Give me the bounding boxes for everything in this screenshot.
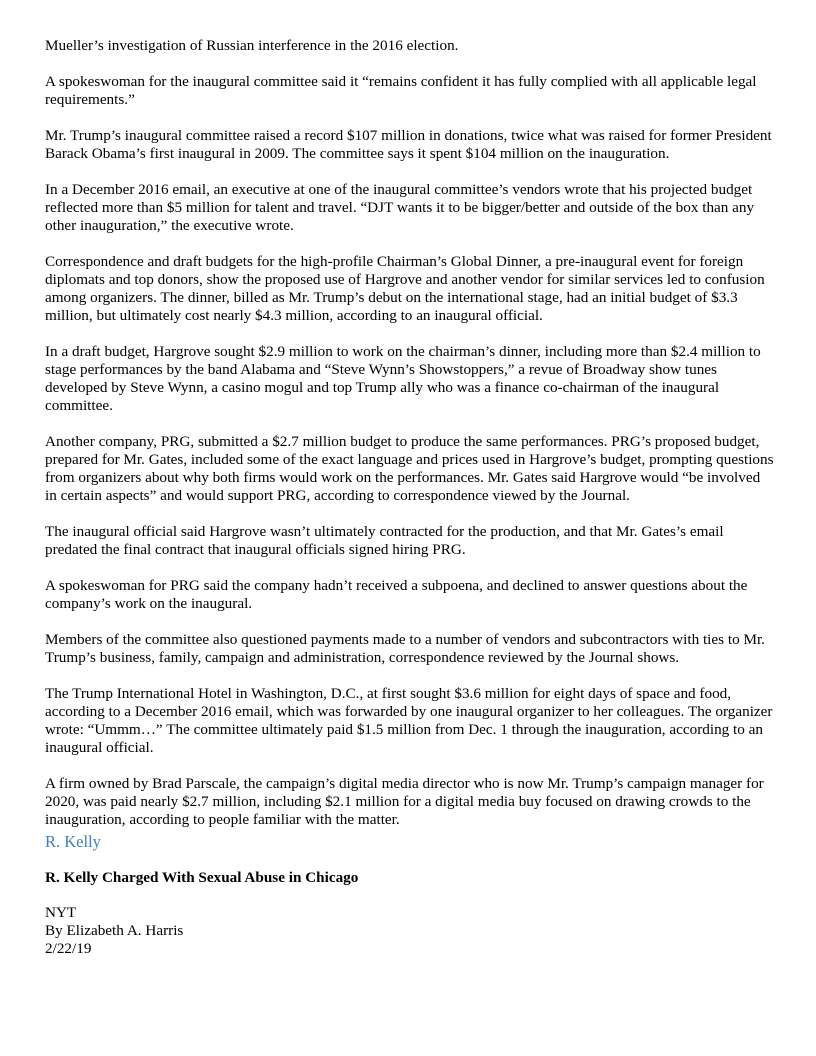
article-meta xyxy=(45,904,775,958)
article-date: 2/22/19 xyxy=(45,940,92,957)
article-paragraph-7: Another company, PRG, submitted a $2.7 million budget to produce the same performances. PRG’s proposed budget, prepared for Mr. Gates, included some of the exact language and prices used in Hargrove’s budget, prompting questions from organizers about why both firms would work on the performances. Mr. Gates said Hargrove would “be involved in certain aspects” and would support PRG, according to correspondence viewed by the Journal. xyxy=(45,433,774,504)
article-byline: By Elizabeth A. Harris xyxy=(45,922,184,939)
article-source: NYT xyxy=(45,904,77,921)
document-page xyxy=(45,37,775,958)
article-paragraph-11: The Trump International Hotel in Washington, D.C., at first sought $3.6 million for eight days of space and food, according to a December 2016 email, which was forwarded by one inaugural organizer to her colleagues. The organizer wrote: “Ummm…” The committee ultimately paid $1.5 million from Dec. 1 through the inauguration, according to an inaugural official. xyxy=(45,685,773,756)
article-paragraph-8: The inaugural official said Hargrove wasn’t ultimately contracted for the production, and that Mr. Gates’s email predated the final contract that inaugural officials signed hiring PRG. xyxy=(45,523,724,558)
article-paragraph-5: Correspondence and draft budgets for the high-profile Chairman’s Global Dinner, a pre-inaugural event for foreign diplomats and top donors, show the proposed use of Hargrove and another vendor for similar services led to confusion among organizers. The dinner, billed as Mr. Trump’s debut on the international stage, had an initial budget of $3.3 million, but ultimately cost nearly $4.3 million, according to an inaugural official. xyxy=(45,253,765,324)
article-paragraph-9: A spokeswoman for PRG said the company hadn’t received a subpoena, and declined to answer questions about the company’s work on the inaugural. xyxy=(45,577,748,612)
article-paragraph-6: In a draft budget, Hargrove sought $2.9 million to work on the chairman’s dinner, including more than $2.4 million to stage performances by the band Alabama and “Steve Wynn’s Showstoppers,” a revue of Broadway show tunes developed by Steve Wynn, a casino mogul and top Trump ally who was a finance co-chairman of the inaugural committee. xyxy=(45,343,761,414)
article-paragraph-3: Mr. Trump’s inaugural committee raised a record $107 million in donations, twice what was raised for former President Barack Obama’s first inaugural in 2009. The committee says it spent $104 million on the inauguration. xyxy=(45,127,772,162)
section-link-r-kelly[interactable]: R. Kelly xyxy=(45,832,101,851)
article-paragraph-2: A spokeswoman for the inaugural committee said it “remains confident it has fully complied with all applicable legal requirements.” xyxy=(45,73,757,108)
article-paragraph-4: In a December 2016 email, an executive at one of the inaugural committee’s vendors wrote that his projected budget reflected more than $5 million for talent and travel. “DJT wants it to be bigger/better and outside of the box than any other inauguration,” the executive wrote. xyxy=(45,181,755,234)
article-headline: R. Kelly Charged With Sexual Abuse in Chicago xyxy=(45,869,359,886)
article-paragraph-12: A firm owned by Brad Parscale, the campaign’s digital media director who is now Mr. Trump’s campaign manager for 2020, was paid nearly $2.7 million, including $2.1 million for a digital media buy focused on drawing crowds to the inauguration, according to people familiar with the matter. xyxy=(45,775,764,828)
article-paragraph-1: Mueller’s investigation of Russian interference in the 2016 election. xyxy=(45,37,459,54)
article-paragraph-10: Members of the committee also questioned payments made to a number of vendors and subcontractors with ties to Mr. Trump’s business, family, campaign and administration, correspondence reviewed by the Journal shows. xyxy=(45,631,765,666)
